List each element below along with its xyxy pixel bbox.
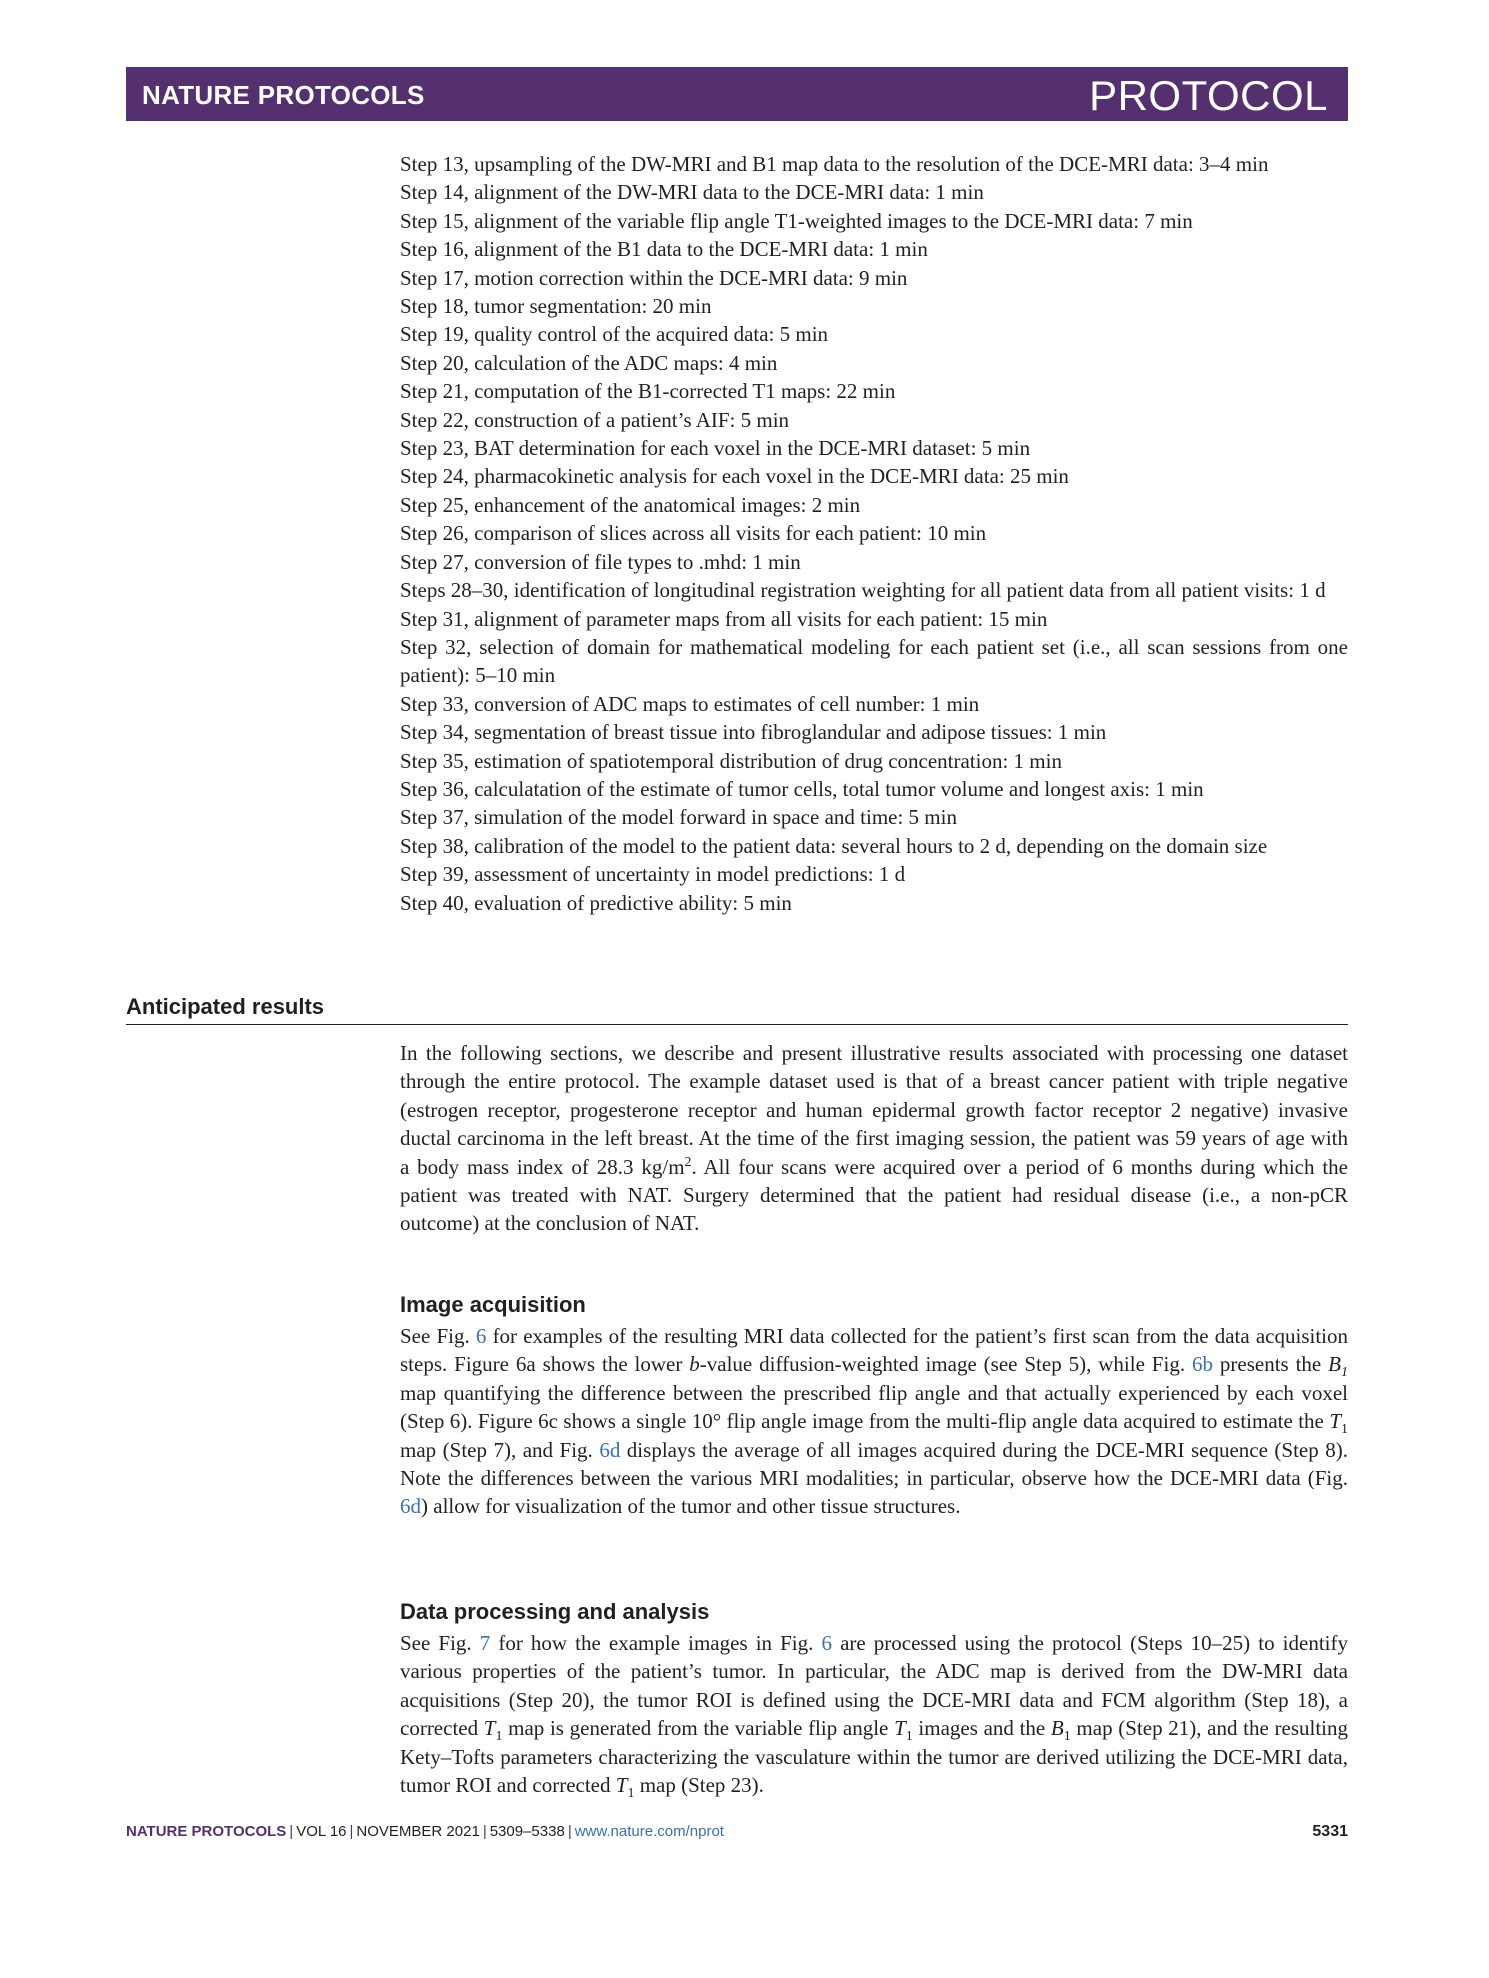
figure-link[interactable]: 6: [475, 1324, 487, 1348]
text-run: are processed using the protocol (Steps 10–25) to identify various properties of the patient’s tumor. In particular, the ADC map is derived from the DW-MRI data acquisitions (Step 20), the tumor ROI is defined using the DCE-MRI data and FCM algorithm (Step 18), a corrected: [400, 1631, 1348, 1741]
step-line: Step 23, BAT determination for each voxel in the DCE-MRI dataset: 5 min: [400, 436, 1031, 461]
anticipated-results-intro: [400, 1039, 1348, 1238]
section-divider: [126, 1024, 1348, 1025]
text-run: map (Step 7), and Fig.: [400, 1437, 600, 1462]
text-run: See Fig.: [400, 1324, 476, 1348]
footer-pages: 5309–5338: [489, 1823, 565, 1840]
figure-link[interactable]: 6: [821, 1631, 832, 1655]
page-footer: [126, 1823, 1348, 1840]
step-line: Step 17, motion correction within the DCE-MRI data: 9 min: [400, 265, 908, 290]
footer-separator: |: [349, 1823, 354, 1840]
text-run: b: [689, 1352, 700, 1377]
text-run: ) allow for visualization of the tumor and other tissue structures.: [421, 1494, 961, 1519]
step-line: Step 34, segmentation of breast tissue into fibroglandular and adipose tissues: 1 min: [400, 720, 1107, 745]
figure-link[interactable]: 6d: [599, 1437, 621, 1462]
step-line: Step 27, conversion of file types to .mhd: 1 min: [400, 549, 801, 574]
text-run: B: [1050, 1716, 1064, 1741]
text-run: . All four scans were acquired over a period of 6 months during which the patient was treated with NAT. Surgery determined that the patient had residual disease (i.e., a non-pCR outcome) at the conclusion of NAT.: [400, 1154, 1348, 1236]
subscript: 1: [627, 1786, 635, 1802]
step-line: Steps 28–30, identification of longitudinal registration weighting for all patient data from all patient visits: 1 d: [400, 578, 1326, 603]
text-run: T: [894, 1716, 906, 1741]
text-run: B: [1328, 1352, 1341, 1377]
text-run: presents the: [1212, 1352, 1329, 1377]
step-line: Step 24, pharmacokinetic analysis for each voxel in the DCE-MRI data: 25 min: [400, 464, 1069, 489]
anticipated-results-heading: Anticipated results: [126, 994, 325, 1019]
superscript: 2: [684, 1154, 692, 1170]
text-run: map (Step 21), and the resulting Kety–Tofts parameters characterizing the vasculature within the tumor are derived utilizing the DCE-MRI data, tumor ROI and corrected: [400, 1716, 1348, 1798]
step-line: Step 20, calculation of the ADC maps: 4 min: [400, 350, 778, 375]
data-processing-heading: Data processing and analysis: [400, 1599, 710, 1624]
timing-step-list: [400, 150, 1348, 917]
footer-separator: |: [482, 1823, 487, 1840]
text-run: In the following sections, we describe and present illustrative results associated with processing one dataset through the entire protocol. The example dataset used is that of a breast cancer patient with triple negative (estrogen receptor, progesterone receptor and human epidermal growth factor receptor 2 negative) invasive ductal carcinoma in the left breast. At the time of the first imaging session, the patient was 59 years of age with a body mass index of 28.3 kg/m: [400, 1041, 1348, 1179]
step-line: Step 26, comparison of slices across all visits for each patient: 10 min: [400, 521, 987, 546]
subscript: 1: [1063, 1729, 1071, 1745]
footer-url-link[interactable]: www.nature.com/nprot: [574, 1823, 724, 1840]
footer-separator: |: [567, 1823, 572, 1840]
step-line: Step 18, tumor segmentation: 20 min: [400, 294, 712, 319]
text-run: T: [1329, 1409, 1341, 1434]
paragraph: [400, 1039, 1348, 1238]
data-processing-section: [400, 1597, 1348, 1802]
subscript: 1: [1341, 1422, 1348, 1438]
step-line: Step 40, evaluation of predictive ability: 5 min: [400, 890, 792, 915]
section-type: PROTOCOL: [1089, 72, 1328, 119]
text-run: for examples of the resulting MRI data collected for the patient’s first scan from the data acquisition steps. Figure 6a shows the lower: [400, 1324, 1348, 1377]
step-line: Step 36, calculatation of the estimate of tumor cells, total tumor volume and longest axis: 1 min: [400, 776, 1204, 801]
header-bar: [126, 67, 1348, 121]
text-run: See Fig.: [400, 1631, 480, 1655]
text-run: map (Step 23).: [634, 1773, 764, 1798]
step-line: Step 22, construction of a patient’s AIF: 5 min: [400, 407, 790, 432]
text-run: displays the average of all images acquired during the DCE-MRI sequence (Step 8). Note the differences between the various MRI modalities; in particular, observe how the DCE-MRI data (Fig.: [400, 1437, 1348, 1491]
page-number: 5331: [1312, 1823, 1348, 1840]
subscript: 1: [495, 1729, 503, 1745]
footer-volume: VOL 16: [296, 1823, 347, 1840]
step-line: Step 19, quality control of the acquired data: 5 min: [400, 322, 829, 347]
step-line: Step 33, conversion of ADC maps to estimates of cell number: 1 min: [400, 691, 980, 716]
subscript: 1: [1340, 1365, 1348, 1381]
text-run: T: [483, 1716, 496, 1741]
image-acquisition-heading: Image acquisition: [400, 1292, 586, 1317]
text-run: images and the: [912, 1716, 1051, 1741]
step-line: Step 15, alignment of the variable flip angle T1-weighted images to the DCE-MRI data: 7 min: [400, 208, 1193, 233]
paragraph: [400, 1629, 1348, 1802]
step-line: Step 25, enhancement of the anatomical images: 2 min: [400, 492, 861, 517]
footer-separator: |: [289, 1823, 294, 1840]
figure-link[interactable]: 6d: [400, 1494, 421, 1519]
step-line: Step 31, alignment of parameter maps from all visits for each patient: 15 min: [400, 606, 1048, 631]
footer-date: NOVEMBER 2021: [356, 1823, 480, 1840]
text-run: map is generated from the variable flip angle: [502, 1716, 895, 1741]
step-line: Step 21, computation of the B1-corrected T1 maps: 22 min: [400, 379, 896, 404]
step-line: Step 39, assessment of uncertainty in model predictions: 1 d: [400, 862, 906, 887]
figure-link[interactable]: 6b: [1191, 1352, 1213, 1377]
text-run: for how the example images in Fig.: [490, 1631, 822, 1655]
step-line: Step 35, estimation of spatiotemporal distribution of drug concentration: 1 min: [400, 748, 1062, 773]
journal-name: NATURE PROTOCOLS: [142, 80, 425, 110]
step-line: Step 32, selection of domain for mathematical modeling for each patient set (i.e., all scan sessions from one patient): 5–10 min: [400, 634, 1348, 688]
footer-journal: NATURE PROTOCOLS: [126, 1823, 287, 1840]
step-line: Step 37, simulation of the model forward in space and time: 5 min: [400, 805, 957, 830]
figure-link[interactable]: 7: [479, 1631, 491, 1655]
text-run: -value diffusion-weighted image (see Step 5), while Fig.: [699, 1352, 1192, 1377]
text-run: map quantifying the difference between the prescribed flip angle and that actually experienced by each voxel (Step 6). Figure 6c shows a single 10° flip angle image from the multi-flip angle data acquired to estimate the: [400, 1380, 1348, 1434]
paragraph: [400, 1322, 1348, 1521]
step-line: Step 38, calibration of the model to the patient data: several hours to 2 d, depending on the domain size: [400, 833, 1268, 858]
subscript: 1: [905, 1729, 913, 1745]
step-line: Step 14, alignment of the DW-MRI data to the DCE-MRI data: 1 min: [400, 180, 984, 205]
text-run: T: [615, 1773, 628, 1798]
image-acquisition-section: [400, 1290, 1348, 1521]
step-line: Step 13, upsampling of the DW-MRI and B1 map data to the resolution of the DCE-MRI data: 3–4 min: [400, 152, 1269, 176]
step-line: Step 16, alignment of the B1 data to the DCE-MRI data: 1 min: [400, 237, 928, 262]
